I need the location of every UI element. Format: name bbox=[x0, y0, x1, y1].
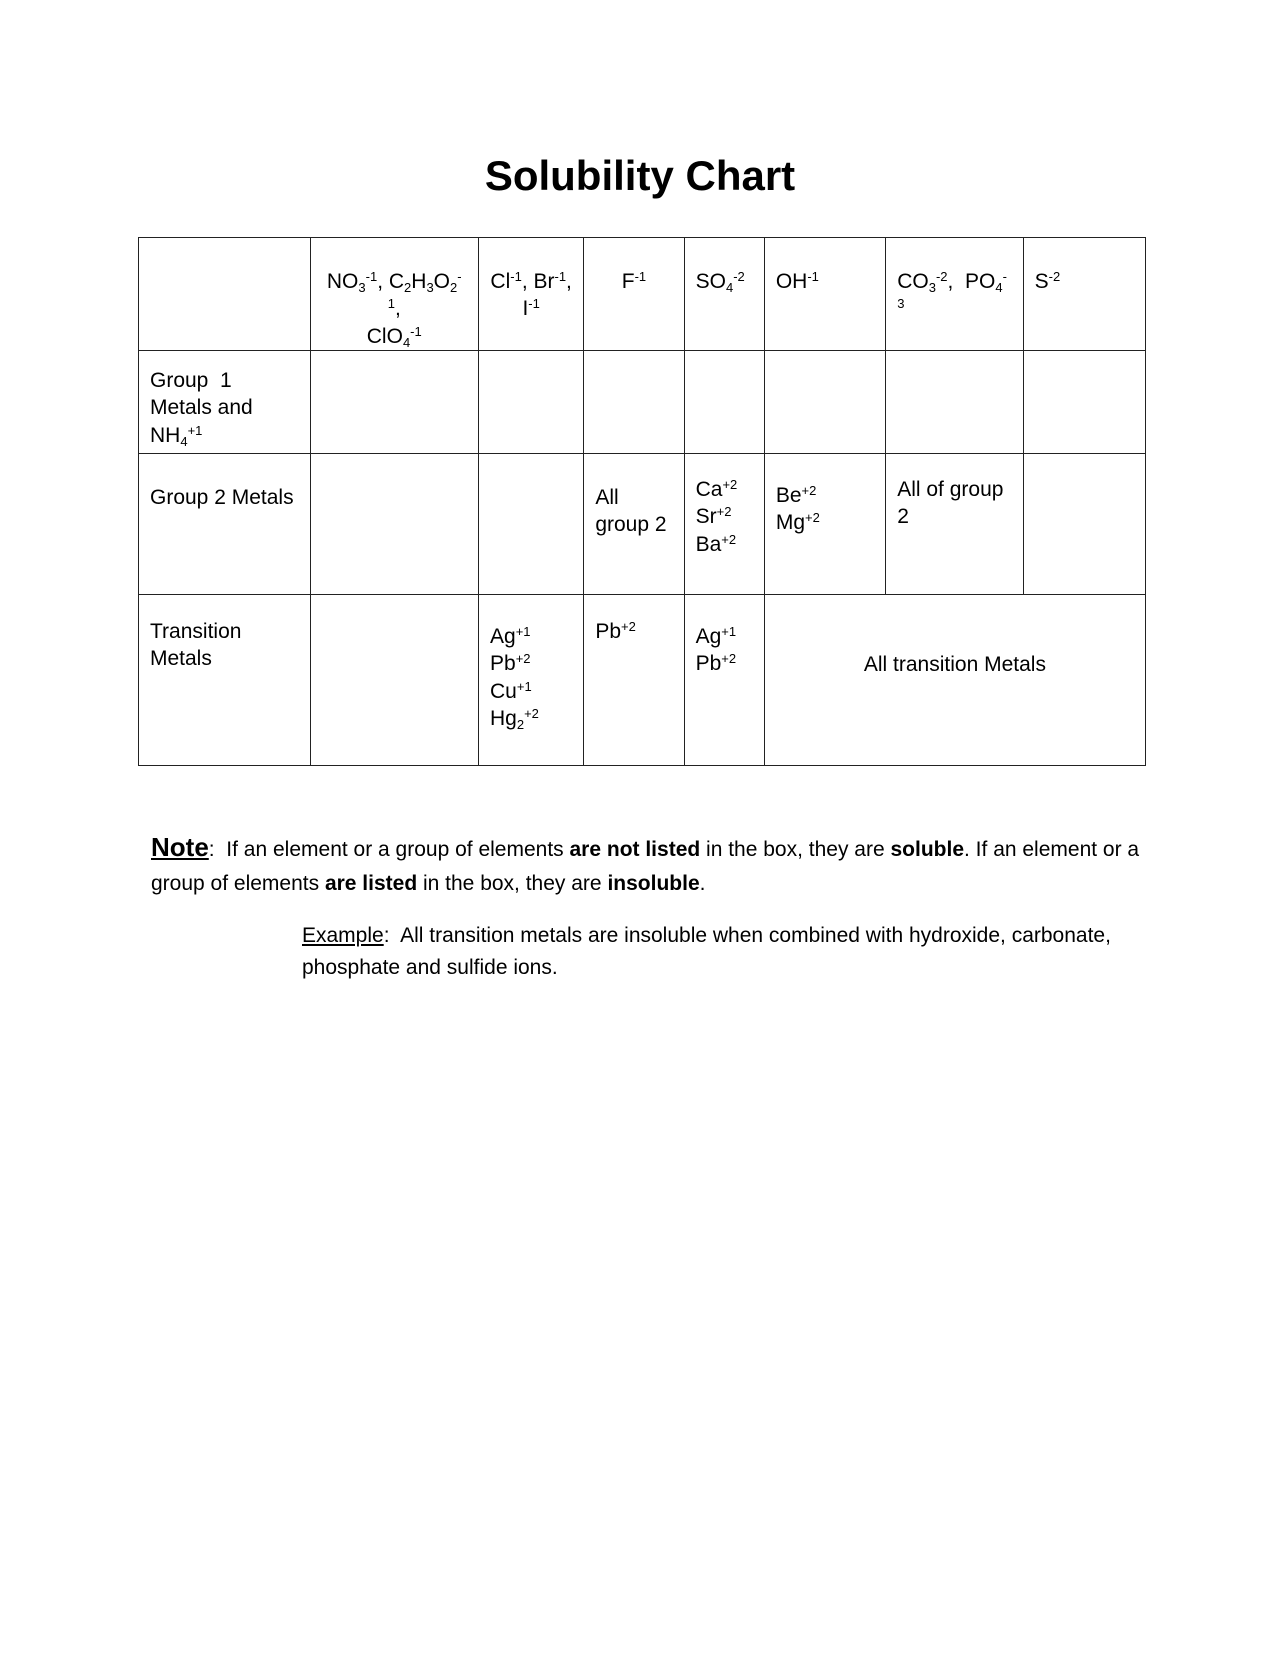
example-text: All transition metals are insoluble when combined with hydroxide, carbonate, phosphate and sulfide ions. bbox=[302, 924, 1111, 979]
cell-empty bbox=[1023, 351, 1145, 454]
cell-empty bbox=[310, 595, 479, 766]
row-label-group1: Group 1 Metals and $NH_4^{+1}$ bbox=[139, 351, 311, 454]
cell-empty bbox=[684, 351, 764, 454]
row-label-group2: Group 2 Metals bbox=[139, 454, 311, 595]
note-text: . bbox=[699, 872, 706, 895]
note-text: in the box, they are bbox=[700, 838, 891, 861]
header-fluoride: $F^{-1}$ bbox=[584, 238, 684, 351]
cell-group2-sulfate: $Ca^{+2}$ $Sr^{+2}$ $Ba^{+2}$ bbox=[684, 454, 764, 595]
header-carbonate-phosphate: $CO_3^{-2}$, $PO_4^{-3}$ bbox=[886, 238, 1023, 351]
example-label: Example bbox=[302, 924, 384, 947]
note-text: If an element or a group of elements bbox=[226, 838, 570, 861]
cell-transition-halides: $Ag^{+1}$ $Pb^{+2}$ $Cu^{+1}$ $Hg_2^{+2}$ bbox=[479, 595, 584, 766]
cell-empty bbox=[310, 454, 479, 595]
cell-empty bbox=[764, 351, 885, 454]
cell-empty bbox=[479, 351, 584, 454]
header-sulfate: $SO_4^{-2}$ bbox=[684, 238, 764, 351]
cell-group2-fluoride: All group 2 bbox=[584, 454, 684, 595]
header-sulfide: $S^{-2}$ bbox=[1023, 238, 1145, 351]
solubility-table bbox=[138, 237, 1146, 766]
cell-group2-carbonate: All of group 2 bbox=[886, 454, 1023, 595]
header-hydroxide: $OH^{-1}$ bbox=[764, 238, 885, 351]
example-paragraph: Example: All transition metals are insoluble when combined with hydroxide, carbonate, phosphate and sulfide ions. bbox=[302, 924, 1111, 979]
cell-empty bbox=[479, 454, 584, 595]
note-bold: are listed bbox=[324, 872, 418, 895]
cell-empty bbox=[886, 351, 1023, 454]
cell-empty bbox=[584, 351, 684, 454]
row-transition bbox=[139, 595, 1146, 766]
note-text: . If an element or a group of elements bbox=[151, 838, 1140, 895]
header-nitrate-acetate-perchlorate: $NO_3^{-1}$, $C_2H_3O_2^{-1}$, ClO$_4^{-1}$ bbox=[310, 238, 479, 351]
note-bold: soluble bbox=[890, 838, 965, 861]
note-label: Note bbox=[151, 832, 209, 862]
note-bold: insoluble bbox=[607, 872, 700, 895]
row-label-transition: Transition Metals bbox=[139, 595, 311, 766]
note-paragraph: Note: If an element or a group of elements are not listed in the box, they are soluble. If an element or a group of elements are listed in the box, they are insoluble. bbox=[151, 832, 1140, 895]
header-row bbox=[139, 238, 1146, 351]
cell-transition-all: All transition Metals bbox=[764, 595, 1145, 766]
cell-transition-fluoride: $Pb^{+2}$ bbox=[584, 595, 684, 766]
row-group2 bbox=[139, 454, 1146, 595]
page-title: Solubility Chart bbox=[484, 152, 796, 199]
note-bold: are not listed bbox=[569, 838, 701, 861]
cell-empty bbox=[1023, 454, 1145, 595]
header-halides: $Cl^{-1}$, $Br^{-1}$, $I^{-1}$ bbox=[479, 238, 584, 351]
row-group1 bbox=[139, 351, 1146, 454]
cell-empty bbox=[310, 351, 479, 454]
note-text: in the box, they are bbox=[417, 872, 608, 895]
cell-transition-sulfate: $Ag^{+1}$ $Pb^{+2}$ bbox=[684, 595, 764, 766]
cell-group2-hydroxide: $Be^{+2}$ $Mg^{+2}$ bbox=[764, 454, 885, 595]
corner-cell bbox=[139, 238, 311, 351]
